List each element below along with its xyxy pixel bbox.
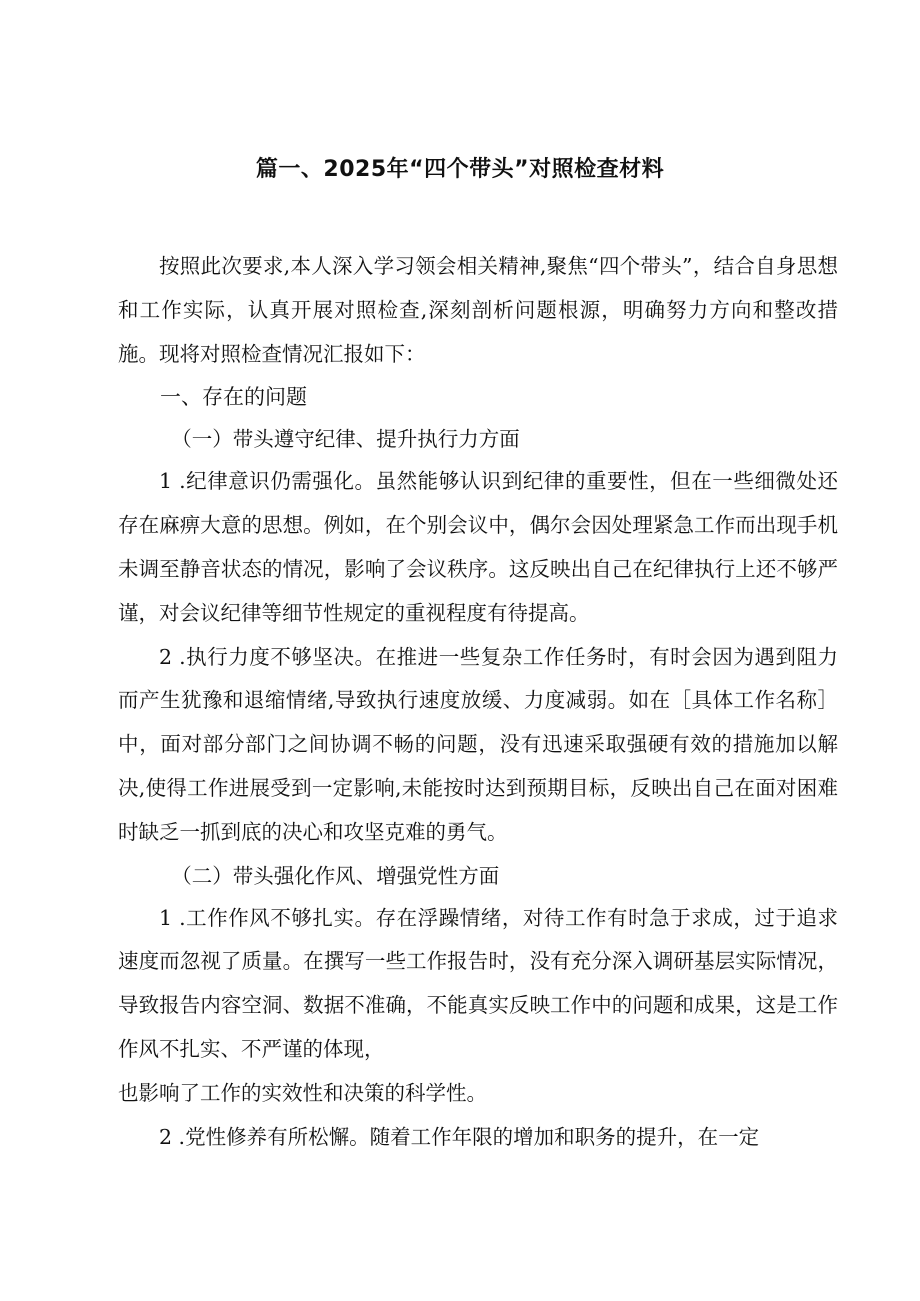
document-title: 篇一、2025年“四个带头”对照检查材料 [255, 157, 665, 182]
section-heading-problems: 一、存在的问题 [160, 385, 307, 410]
subsection-heading-discipline: （一）带头遵守纪律、提升执行力方面 [171, 427, 520, 452]
paragraph-party-spirit: 2 .党性修养有所松懈。随着工作年限的增加和职务的提升，在一定 [159, 1124, 760, 1149]
intro-paragraph: 按照此次要求,本人深入学习领会相关精神,聚焦“四个带头”，结合自身思想和工作实际，认真开展对照检查,深刻剖析问题根源，明确努力方向和整改措施。现将对照检查情况汇报如下： [118, 254, 838, 366]
subsection-heading-work-style: （二）带头强化作风、增强党性方面 [171, 863, 500, 888]
paragraph-work-style-continued: 也影响了工作的实效性和决策的科学性。 [118, 1080, 487, 1105]
paragraph-execution-strength: 2 .执行力度不够坚决。在推进一些复杂工作任务时，有时会因为遇到阻力而产生犹豫和退缩情绪,导致执行速度放缓、力度减弱。如在［具体工作名称］中，面对部分部门之间协调不畅的问题，没有迅速采取强硬有效的措施加以解决,使得工作进展受到一定影响,未能按时达到预期目标，反映出自己在面对困难时缺乏一抓到底的决心和攻坚克难的勇气。 [118, 644, 838, 844]
paragraph-discipline-awareness: 1 .纪律意识仍需强化。虽然能够认识到纪律的重要性，但在一些细微处还存在麻痹大意的思想。例如，在个别会议中，偶尔会因处理紧急工作而出现手机未调至静音状态的情况，影响了会议秩序。这反映出自己在纪律执行上还不够严谨，对会议纪律等细节性规定的重视程度有待提高。 [118, 469, 838, 625]
document-body [118, 245, 838, 1159]
paragraph-work-style: 1 .工作作风不够扎实。存在浮躁情绪，对待工作有时急于求成，过于追求速度而忽视了质量。在撰写一些工作报告时，没有充分深入调研基层实际情况，导致报告内容空洞、数据不准确，不能真实反映工作中的问题和成果，这是工作作风不扎实、不严谨的体现， [118, 905, 838, 1061]
